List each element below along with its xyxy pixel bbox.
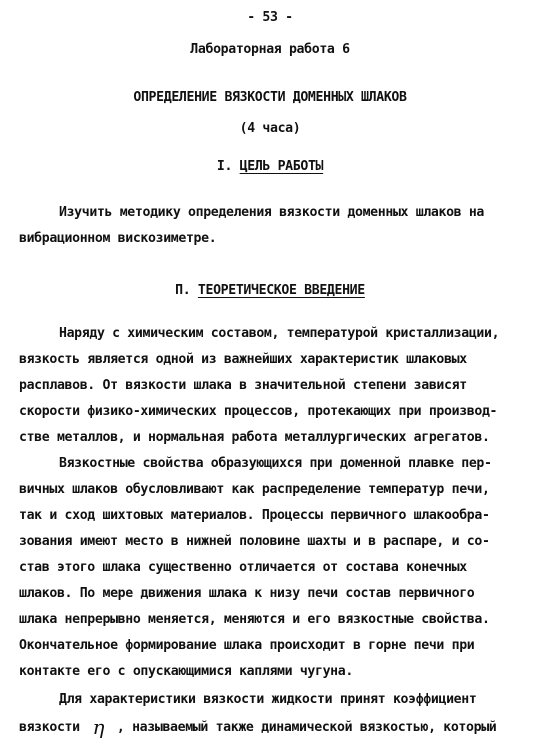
paragraph-line: Окончательное формирование шлака происходит в горне печи при (19, 638, 475, 653)
paragraph-line-with-symbol (19, 715, 497, 739)
paragraph-line: зования имеют место в нижней половине шахты и в распаре, и со- (19, 534, 490, 549)
paragraph-line: вичных шлаков обусловливают как распределение температур печи, (19, 482, 490, 497)
section1-line: Изучить методику определения вязкости доменных шлаков на (59, 205, 485, 220)
paragraph-line: скорости физико-химических процессов, протекающих при производ- (19, 404, 498, 419)
viscosity-symbol: η (92, 715, 105, 739)
section1-title: ЦЕЛЬ РАБОТЫ (239, 159, 324, 174)
paragraph-line: шлаков. По мере движения шлака к низу печи состав первичного (19, 586, 475, 601)
paragraph-line: шлака непрерывно меняется, меняются и его вязкостные свойства. (19, 612, 490, 627)
paragraph-line: Для характеристики вязкости жидкости принят коэффициент (59, 692, 477, 707)
text-before-symbol: вязкости (19, 720, 80, 735)
section2-heading (0, 283, 540, 299)
section1-heading (0, 159, 540, 175)
paragraph-line: Наряду с химическим составом, температурой кристаллизации, (59, 326, 500, 341)
paragraph-line: стве металлов, и нормальная работа металлургических агрегатов. (19, 430, 490, 445)
paragraph-line: вязкость является одной из важнейших характеристик шлаковых (19, 352, 467, 367)
page-number: - 53 - (247, 10, 293, 25)
section1-line: вибрационном вискозиметре. (19, 231, 217, 246)
duration: (4 часа) (239, 121, 301, 136)
paragraph-line: контакте его с опускающимися каплями чугуна. (19, 664, 353, 679)
paragraph-line: Вязкостные свойства образующихся при доменной плавке пер- (59, 456, 492, 471)
section2-number: П. (175, 283, 191, 298)
paragraph-line: так и сход шихтовых материалов. Процессы первичного шлакообра- (19, 508, 490, 523)
section2-title: ТЕОРЕТИЧЕСКОЕ ВВЕДЕНИЕ (197, 283, 365, 298)
lab-title: Лабораторная работа 6 (190, 42, 350, 57)
document-title: ОПРЕДЕЛЕНИЕ ВЯЗКОСТИ ДОМЕННЫХ ШЛАКОВ (133, 90, 407, 105)
section1-number: I. (216, 159, 233, 174)
text-after-symbol: , называемый также динамической вязкостью, который (116, 720, 497, 735)
paragraph-line: став этого шлака существенно отличается от состава конечных (19, 560, 467, 575)
paragraph-line: расплавов. От вязкости шлака в значительной степени зависят (19, 378, 467, 393)
